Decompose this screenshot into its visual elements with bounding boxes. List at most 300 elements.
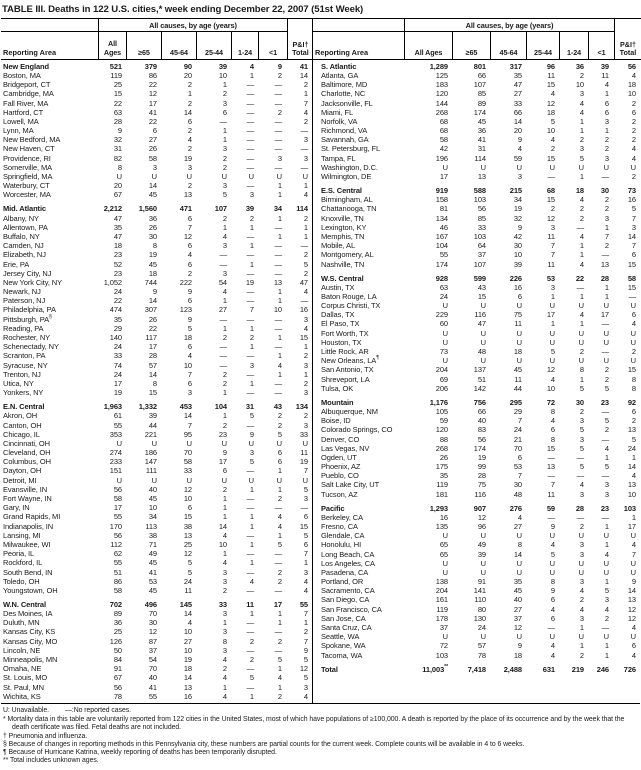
value-cell: U	[302, 172, 308, 182]
value-cell: 2	[222, 484, 227, 494]
value-cell: 4	[579, 480, 584, 490]
city-row	[313, 250, 641, 259]
legend-no-cases: —:No reported cases.	[64, 707, 132, 714]
value-cell: 17	[273, 599, 282, 609]
reporting-area-cell: Springfield, MA	[3, 172, 53, 182]
value-cell: —	[246, 181, 254, 191]
col-header-under1: <1	[269, 47, 277, 57]
value-cell: U	[578, 356, 584, 366]
value-cell: 10	[183, 645, 192, 655]
value-cell: —	[246, 231, 254, 241]
value-cell: 1	[604, 89, 609, 99]
city-row	[1, 457, 312, 466]
value-cell: 471	[179, 204, 192, 214]
value-cell: 30	[148, 618, 157, 628]
reporting-area-cell: Lansing, MI	[3, 530, 41, 540]
value-cell: 1	[604, 452, 609, 462]
value-cell: —	[576, 452, 584, 462]
value-cell: —	[601, 512, 609, 522]
value-cell: 39	[245, 204, 254, 214]
reporting-area-cell: Reading, PA	[3, 323, 44, 333]
value-cell: 119	[436, 604, 448, 614]
value-cell: 8	[152, 378, 157, 388]
value-cell: 3	[579, 489, 584, 499]
value-cell: U	[578, 337, 584, 347]
value-cell: 48	[513, 489, 522, 499]
value-cell: 19	[477, 452, 486, 462]
value-cell: 66	[477, 406, 486, 416]
reporting-area-cell: Miami, FL	[321, 107, 354, 117]
reporting-area-cell: New Bedford, MA	[3, 135, 61, 145]
value-cell: —	[274, 585, 282, 595]
value-cell: 120	[435, 89, 448, 99]
value-cell: 32	[113, 135, 122, 145]
city-row	[313, 586, 641, 595]
value-cell: 34	[513, 195, 522, 205]
value-cell: 1	[303, 231, 308, 241]
value-cell: 7	[631, 213, 636, 223]
value-cell: 28	[113, 116, 122, 126]
value-cell: 40	[148, 673, 157, 683]
reporting-area-cell: Lowell, MA	[3, 116, 39, 126]
reporting-area-cell: Yonkers, NY	[3, 388, 44, 398]
value-cell: 51	[113, 567, 122, 577]
value-cell: 26	[148, 144, 157, 154]
value-cell: 30	[513, 241, 522, 251]
value-cell: 54	[148, 655, 157, 664]
value-cell: 37	[477, 250, 486, 260]
value-cell: 33	[183, 466, 192, 476]
value-cell: 24	[627, 443, 636, 453]
value-cell: 1	[222, 682, 227, 692]
value-cell: 58	[627, 273, 636, 283]
value-cell: 2	[222, 585, 227, 595]
value-cell: 14	[183, 673, 192, 683]
value-cell: 1	[550, 319, 555, 329]
value-cell: U	[630, 328, 636, 338]
value-cell: U	[480, 558, 486, 568]
reporting-area-cell: Fall River, MA	[3, 98, 49, 108]
value-cell: 3	[604, 489, 609, 499]
city-row	[313, 444, 641, 453]
reporting-area-cell: Berkeley, CA	[321, 512, 364, 522]
value-cell: 14	[299, 70, 308, 80]
value-cell: 4	[222, 655, 227, 664]
value-cell: 3	[579, 144, 584, 154]
value-cell: 3	[579, 540, 584, 550]
value-cell: 25	[183, 539, 192, 549]
value-cell: 4	[604, 549, 609, 559]
city-row	[313, 99, 641, 108]
value-cell: 2	[187, 181, 192, 191]
city-row	[1, 388, 312, 397]
value-cell: 6	[303, 512, 308, 522]
value-cell: 1	[277, 369, 282, 379]
reporting-area-cell: San Antonio, TX	[321, 365, 374, 375]
reporting-area-cell: Worcester, MA	[3, 190, 51, 200]
value-cell: 19	[183, 655, 192, 664]
col-header-1-24: 1-24	[560, 32, 589, 59]
value-cell: U	[549, 632, 555, 642]
value-cell: 928	[435, 273, 448, 283]
city-row	[1, 531, 312, 540]
value-cell: U	[603, 567, 609, 577]
value-cell: 15	[299, 521, 308, 531]
city-row	[1, 172, 312, 181]
value-cell: 12	[477, 512, 486, 522]
value-cell: 39	[477, 549, 486, 559]
value-cell: 1	[579, 374, 584, 384]
value-cell: 33	[513, 98, 522, 108]
reporting-area-cell: Spokane, WA	[321, 641, 366, 651]
value-cell: 15	[148, 388, 157, 398]
value-cell: 47	[299, 277, 308, 287]
value-cell: 12	[299, 664, 308, 674]
value-cell: 3	[303, 494, 308, 504]
city-row	[1, 692, 312, 701]
value-cell: —	[274, 342, 282, 352]
city-row	[313, 595, 641, 604]
value-cell: U	[480, 531, 486, 541]
value-cell: 2	[277, 411, 282, 421]
reporting-area-cell: St. Paul, MN	[3, 682, 44, 692]
table-half-left	[1, 18, 313, 703]
city-row	[1, 503, 312, 512]
value-cell: 4	[579, 231, 584, 241]
reporting-area-cell: Little Rock, AR	[321, 347, 369, 357]
value-cell: U	[116, 172, 122, 182]
value-cell: 19	[113, 388, 122, 398]
value-cell: 56	[113, 484, 122, 494]
value-cell: U	[442, 567, 448, 577]
city-row	[1, 683, 312, 692]
region-row	[313, 398, 641, 407]
value-cell: 4	[550, 416, 555, 426]
value-cell: U	[442, 162, 448, 172]
value-cell: U	[630, 558, 636, 568]
region-row	[1, 204, 312, 213]
value-cell: 42	[439, 144, 448, 154]
value-cell: 1	[249, 378, 254, 388]
reporting-area-cell: Santa Cruz, CA	[321, 623, 372, 633]
value-cell: 31	[477, 144, 486, 154]
city-row	[1, 108, 312, 117]
value-cell: U	[578, 558, 584, 568]
value-cell: 2	[249, 213, 254, 223]
reporting-area-cell: Montgomery, AL	[321, 250, 374, 260]
value-cell: 2	[604, 613, 609, 623]
value-cell: 54	[218, 277, 227, 287]
value-cell: 174	[473, 443, 486, 453]
value-cell: 19	[245, 277, 254, 287]
value-cell: —	[246, 135, 254, 145]
value-cell: —	[601, 471, 609, 481]
reporting-area-cell: E.S. Central	[321, 186, 362, 196]
value-cell: 801	[473, 61, 486, 71]
value-cell: 229	[435, 310, 448, 320]
reporting-area-cell: Memphis, TN	[321, 231, 365, 241]
value-cell: 181	[435, 489, 448, 499]
value-cell: 4	[249, 576, 254, 586]
page-title: TABLE III. Deaths in 122 U.S. cities,* week ending December 22, 2007 (51st Week)	[2, 4, 364, 15]
region-section	[1, 204, 312, 397]
value-cell: 7	[604, 231, 609, 241]
value-cell: 17	[218, 457, 227, 467]
value-cell: 33	[218, 599, 227, 609]
footnote: § Because of changes in reporting methods in this Pennsylvania city, these numbers are partial counts for the current week. Complete counts will be available in 4 to 6 weeks.	[3, 740, 525, 748]
value-cell: 6	[187, 503, 192, 513]
value-cell: —	[246, 645, 254, 655]
value-cell: 38	[183, 521, 192, 531]
city-row	[313, 435, 641, 444]
value-cell: 116	[474, 489, 486, 499]
value-cell: 1	[222, 296, 227, 306]
value-cell: 28	[148, 351, 157, 361]
value-cell: 3	[187, 388, 192, 398]
reporting-area-cell: Evansville, IN	[3, 484, 48, 494]
value-cell: —	[274, 135, 282, 145]
city-row	[313, 135, 641, 144]
reporting-area-cell: Indianapolis, IN	[3, 521, 54, 531]
value-cell: 1	[222, 494, 227, 504]
value-cell: 2	[249, 655, 254, 664]
reporting-area-cell: Seattle, WA	[321, 632, 360, 642]
city-row	[1, 269, 312, 278]
reporting-area-cell: Boston, MA	[3, 70, 41, 80]
value-cell: 10	[183, 494, 192, 504]
value-cell: 2	[550, 204, 555, 214]
value-cell: 81	[439, 204, 448, 214]
value-cell: —	[274, 268, 282, 278]
value-cell: 18	[513, 650, 522, 660]
reporting-area-cell: Baton Rouge, LA	[321, 291, 377, 301]
value-cell: 47	[513, 80, 522, 90]
value-cell: 1	[277, 231, 282, 241]
reporting-area-cell: Cambridge, MA	[3, 89, 54, 99]
value-cell: 2	[631, 416, 636, 426]
value-cell: 12	[627, 604, 636, 614]
value-cell: U	[442, 328, 448, 338]
value-cell: 10	[575, 80, 584, 90]
footnote: ** Total includes unknown ages.	[3, 757, 99, 765]
table-footnotes	[1, 704, 640, 765]
value-cell: 2	[187, 268, 192, 278]
value-cell: 2	[604, 204, 609, 214]
city-row	[313, 301, 641, 310]
value-cell: 1,560	[138, 204, 157, 214]
value-cell: U	[442, 558, 448, 568]
value-cell: 453	[179, 402, 192, 412]
value-cell: U	[578, 162, 584, 172]
reporting-area-cell: Pittsburgh, PA§	[3, 313, 52, 324]
value-cell: —	[576, 282, 584, 292]
value-cell: 17	[627, 521, 636, 531]
city-row	[313, 163, 641, 172]
city-row	[313, 490, 641, 499]
reporting-area-cell: Boise, ID	[321, 416, 351, 426]
value-cell: 1,052	[103, 277, 122, 287]
reporting-area-cell: New Orleans, LA¶	[321, 355, 379, 366]
value-cell: 1	[604, 291, 609, 301]
value-cell: 5	[303, 259, 308, 269]
value-cell: 4	[517, 512, 522, 522]
value-cell: 55	[148, 691, 157, 701]
value-cell: 23	[113, 250, 122, 260]
value-cell: 9	[550, 586, 555, 596]
reporting-area-cell: Utica, NY	[3, 378, 34, 388]
reporting-area-cell: Baltimore, MD	[321, 80, 368, 90]
value-cell: 9	[517, 135, 522, 145]
value-cell: 3	[303, 388, 308, 398]
value-cell: —	[246, 314, 254, 324]
value-cell: 9	[117, 126, 122, 136]
value-cell: 204	[435, 365, 448, 375]
reporting-area-cell: Grand Rapids, MI	[3, 512, 61, 522]
value-cell: 1,332	[138, 402, 157, 412]
value-cell: 6	[517, 291, 522, 301]
value-cell: 14	[183, 609, 192, 619]
reporting-area-cell: Mid. Atlantic	[3, 204, 47, 214]
value-cell: 24	[183, 576, 192, 586]
reporting-area-cell: Dallas, TX	[321, 310, 355, 320]
value-cell: 47	[477, 319, 486, 329]
value-cell: U	[248, 438, 254, 448]
value-cell: 31	[113, 144, 122, 154]
value-cell: 3	[222, 609, 227, 619]
region-section	[1, 62, 312, 200]
value-cell: —	[246, 107, 254, 117]
value-cell: 12	[183, 549, 192, 559]
value-cell: 64	[477, 241, 486, 251]
value-cell: 3	[579, 416, 584, 426]
value-cell: 1	[222, 618, 227, 628]
city-row	[1, 466, 312, 475]
value-cell: 3	[222, 567, 227, 577]
value-cell: 161	[435, 595, 448, 605]
value-cell: 12	[148, 627, 157, 637]
value-cell: 48	[477, 347, 486, 357]
value-cell: 10	[183, 360, 192, 370]
value-cell: U	[578, 301, 584, 311]
reporting-area-cell: San Diego, CA	[321, 595, 370, 605]
value-cell: 17	[439, 172, 448, 182]
value-cell: —	[274, 558, 282, 568]
reporting-area-cell: Las Vegas, NV	[321, 443, 370, 453]
value-cell: 702	[109, 599, 122, 609]
value-cell: 1	[249, 484, 254, 494]
value-cell: U	[302, 438, 308, 448]
reporting-area-cell: Gary, IN	[3, 503, 30, 513]
value-cell: 14	[148, 369, 157, 379]
value-cell: 11	[547, 489, 555, 499]
value-cell: 2	[187, 144, 192, 154]
value-cell: 44	[148, 420, 157, 430]
value-cell: 5	[303, 655, 308, 664]
city-row	[313, 632, 641, 641]
value-cell: 35	[113, 222, 122, 232]
value-cell: 24	[513, 425, 522, 435]
value-cell: 2	[579, 204, 584, 214]
value-cell: 45	[148, 558, 157, 568]
value-cell: U	[516, 356, 522, 366]
value-cell: —	[246, 80, 254, 90]
value-cell: 119	[110, 70, 122, 80]
value-cell: 3	[303, 153, 308, 163]
value-cell: 14	[148, 181, 157, 191]
value-cell: 28	[575, 503, 584, 513]
value-cell: 12	[546, 365, 555, 375]
reporting-area-cell: Kansas City, MO	[3, 636, 58, 646]
value-cell: 295	[509, 397, 522, 407]
value-cell: 2	[277, 420, 282, 430]
value-cell: 67	[113, 673, 122, 683]
region-section	[313, 504, 641, 660]
value-cell: 6	[303, 539, 308, 549]
value-cell: 170	[109, 521, 122, 531]
value-cell: 40	[148, 484, 157, 494]
reporting-area-cell: Youngstown, OH	[3, 585, 58, 595]
value-cell: 135	[435, 521, 448, 531]
value-cell: —	[219, 259, 227, 269]
value-cell: 4	[550, 89, 555, 99]
value-cell: 14	[148, 296, 157, 306]
value-cell: 1	[222, 549, 227, 559]
value-cell: 22	[575, 273, 584, 283]
value-cell: 175	[435, 462, 448, 472]
value-cell: 78	[477, 650, 486, 660]
city-row	[1, 664, 312, 673]
reporting-area-cell: Detroit, MI	[3, 475, 37, 485]
table-header-left	[1, 18, 312, 60]
value-cell: 30	[600, 186, 609, 196]
value-cell: 51	[477, 374, 486, 384]
value-cell: 4	[579, 107, 584, 117]
value-cell: 32	[513, 213, 522, 223]
value-cell: 17	[600, 310, 609, 320]
city-row	[1, 568, 312, 577]
value-cell: 58	[439, 135, 448, 145]
reporting-area-cell: Lincoln, NE	[3, 645, 41, 655]
value-cell: 1	[277, 609, 282, 619]
city-row	[313, 89, 641, 98]
value-cell: 68	[439, 126, 448, 136]
value-cell: 114	[474, 153, 486, 163]
reporting-area-cell: Rochester, NY	[3, 333, 51, 343]
reporting-area-cell: South Bend, IN	[3, 567, 53, 577]
value-cell: 10	[218, 539, 227, 549]
value-cell: 16	[439, 512, 448, 522]
value-cell: —	[274, 144, 282, 154]
value-cell: 99	[477, 462, 486, 472]
reporting-area-cell: Buffalo, NY	[3, 231, 40, 241]
value-cell: 2	[303, 250, 308, 260]
city-row	[1, 71, 312, 80]
region-section	[1, 600, 312, 701]
value-cell: 15	[183, 512, 192, 522]
city-row	[1, 305, 312, 314]
value-cell: 1	[579, 172, 584, 182]
value-cell: U	[603, 337, 609, 347]
value-cell: 3	[303, 682, 308, 692]
value-cell: 43	[477, 282, 486, 292]
value-cell: 5	[579, 443, 584, 453]
value-cell: 59	[513, 153, 522, 163]
value-cell: 23	[218, 429, 227, 439]
value-cell: 20	[513, 126, 522, 136]
city-row	[313, 453, 641, 462]
value-cell: 307	[144, 305, 157, 315]
value-cell: 2	[631, 172, 636, 182]
